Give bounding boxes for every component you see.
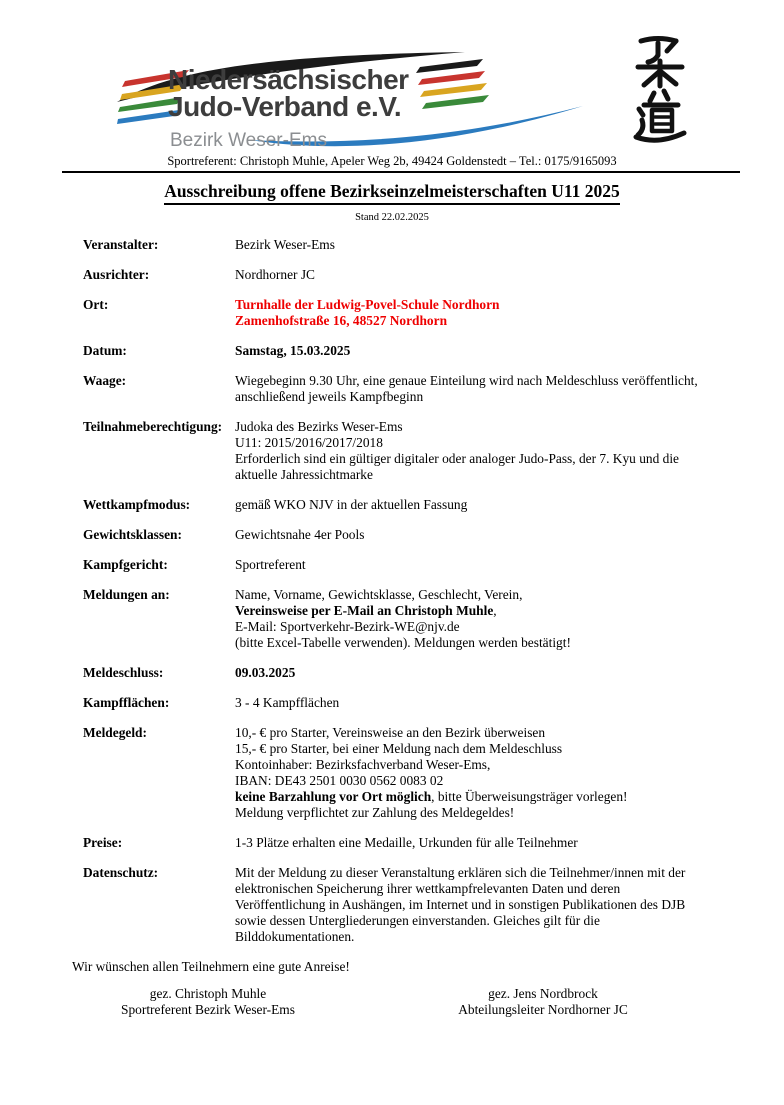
row-value: gemäß WKO NJV in der aktuellen Fassung [235, 497, 468, 512]
row-label: Veranstalter: [83, 237, 159, 252]
row-value: Name, Vorname, Gewichtsklasse, Geschlecht, Verein, [235, 587, 523, 602]
row-value: Wiegebeginn 9.30 Uhr, eine genaue Einteilung wird nach Meldeschluss veröffentlicht, [235, 373, 698, 388]
payment-warning-bold: keine Barzahlung vor Ort möglich [235, 789, 432, 804]
closing-wish: Wir wünschen allen Teilnehmern eine gute Anreise! [72, 959, 350, 974]
row-label: Meldungen an: [83, 587, 170, 602]
row-value: anschließend jeweils Kampfbeginn [235, 389, 424, 404]
row-label: Wettkampfmodus: [83, 497, 191, 512]
venue-address: Zamenhofstraße 16, 48527 Nordhorn [235, 313, 448, 328]
row-value: Meldung verpflichtet zur Zahlung des Meldegeldes! [235, 805, 515, 820]
row-value: elektronischen Speicherung ihrer wettkampfrelevanten Daten und deren [235, 881, 621, 896]
row-value: 15,- € pro Starter, bei einer Meldung nach dem Meldeschluss [235, 741, 563, 756]
row-value: Gewichtsnahe 4er Pools [235, 527, 365, 542]
row-label: Teilnahmeberechtigung: [83, 419, 223, 434]
registration-deadline: 09.03.2025 [235, 665, 296, 680]
row-value: 10,- € pro Starter, Vereinsweise an den Bezirk überweisen [235, 725, 546, 740]
row-kampfgericht [83, 557, 743, 573]
row-meldegeld [83, 725, 743, 821]
registration-contact-bold: Vereinsweise per E-Mail an Christoph Muhle [235, 603, 494, 618]
event-date: Samstag, 15.03.2025 [235, 343, 351, 358]
row-preise [83, 835, 743, 851]
row-gewichtsklassen [83, 527, 743, 543]
row-label: Waage: [83, 373, 127, 388]
row-value: 1-3 Plätze erhalten eine Medaille, Urkunden für alle Teilnehmer [235, 835, 578, 850]
row-value: Veröffentlichung in Aushängen, im Internet und in sonstigen Publikationen des DJB [235, 897, 686, 912]
signature-right-role: Abteilungsleiter Nordhorner JC [458, 1002, 628, 1017]
row-value: 3 - 4 Kampfflächen [235, 695, 340, 710]
row-meldungen-an [83, 587, 743, 651]
row-value: aktuelle Jahressichtmarke [235, 467, 373, 482]
row-label: Meldeschluss: [83, 665, 164, 680]
iban-value: IBAN: DE43 2501 0030 0562 0083 02 [235, 773, 444, 788]
row-kampfflaechen [83, 695, 743, 711]
row-value: Mit der Meldung zu dieser Veranstaltung erklären sich die Teilnehmer/innen mit der [235, 865, 686, 880]
row-value: sowie dessen Untergliederungen einverstanden. Gleiches gilt für die [235, 913, 600, 928]
row-label: Ort: [83, 297, 109, 312]
row-label: Preise: [83, 835, 123, 850]
row-value: (bitte Excel-Tabelle verwenden). Meldungen werden bestätigt! [235, 635, 571, 650]
row-value [235, 789, 743, 805]
row-teilnahmeberechtigung [83, 419, 743, 483]
revision-date: Stand 22.02.2025 [355, 212, 429, 223]
payment-warning-rest: , bitte Überweisungsträger vorlegen! [431, 789, 628, 804]
row-ort [83, 297, 743, 329]
row-datum [83, 343, 743, 359]
row-value: Sportreferent [235, 557, 306, 572]
row-label: Datum: [83, 343, 127, 358]
njv-logo [115, 50, 595, 158]
row-waage [83, 373, 743, 405]
logo-title-line1: Niedersächsischer [168, 64, 409, 95]
row-label: Gewichtsklassen: [83, 527, 182, 542]
signature-left-role: Sportreferent Bezirk Weser-Ems [121, 1002, 295, 1017]
signature-left [58, 986, 358, 1018]
row-meldeschluss [83, 665, 743, 681]
row-ausrichter [83, 267, 743, 283]
signature-right [393, 986, 693, 1018]
row-wettkampfmodus [83, 497, 743, 513]
row-value: Nordhorner JC [235, 267, 315, 282]
page-title: Ausschreibung offene Bezirkseinzelmeisterschaften U11 2025 [164, 181, 620, 205]
row-value: Kontoinhaber: Bezirksfachverband Weser-Ems, [235, 757, 491, 772]
logo-subtitle: Bezirk Weser-Ems [170, 130, 327, 151]
registration-email: E-Mail: Sportverkehr-Bezirk-WE@njv.de [235, 619, 460, 634]
venue-name: Turnhalle der Ludwig-Povel-Schule Nordhorn [235, 297, 500, 312]
row-value: Erforderlich sind ein gültiger digitaler oder analoger Judo-Pass, der 7. Kyu und die [235, 451, 680, 466]
row-value: Bilddokumentationen. [235, 929, 355, 944]
signature-left-name: gez. Christoph Muhle [149, 986, 267, 1001]
row-label: Kampfflächen: [83, 695, 170, 710]
row-veranstalter [83, 237, 743, 253]
row-label: Datenschutz: [83, 865, 159, 880]
row-value: Bezirk Weser-Ems [235, 237, 335, 252]
row-label: Kampfgericht: [83, 557, 168, 572]
logo-title [168, 66, 409, 120]
row-label: Ausrichter: [83, 267, 150, 282]
row-datenschutz [83, 865, 743, 945]
logo-title-line2: Judo-Verband e.V. [168, 91, 402, 122]
contact-line: Sportreferent: Christoph Muhle, Apeler Weg 2b, 49424 Goldenstedt – Tel.: 0175/9165093 [167, 154, 617, 168]
row-label: Meldegeld: [83, 725, 147, 740]
registration-contact-rest: , [493, 603, 497, 618]
row-value [235, 603, 743, 619]
judo-kanji-icon [622, 34, 698, 144]
header-divider [62, 171, 740, 173]
row-value: U11: 2015/2016/2017/2018 [235, 435, 383, 450]
signature-block [0, 986, 784, 1018]
signature-right-name: gez. Jens Nordbrock [488, 986, 598, 1001]
row-value: Judoka des Bezirks Weser-Ems [235, 419, 403, 434]
document-body [72, 237, 743, 975]
